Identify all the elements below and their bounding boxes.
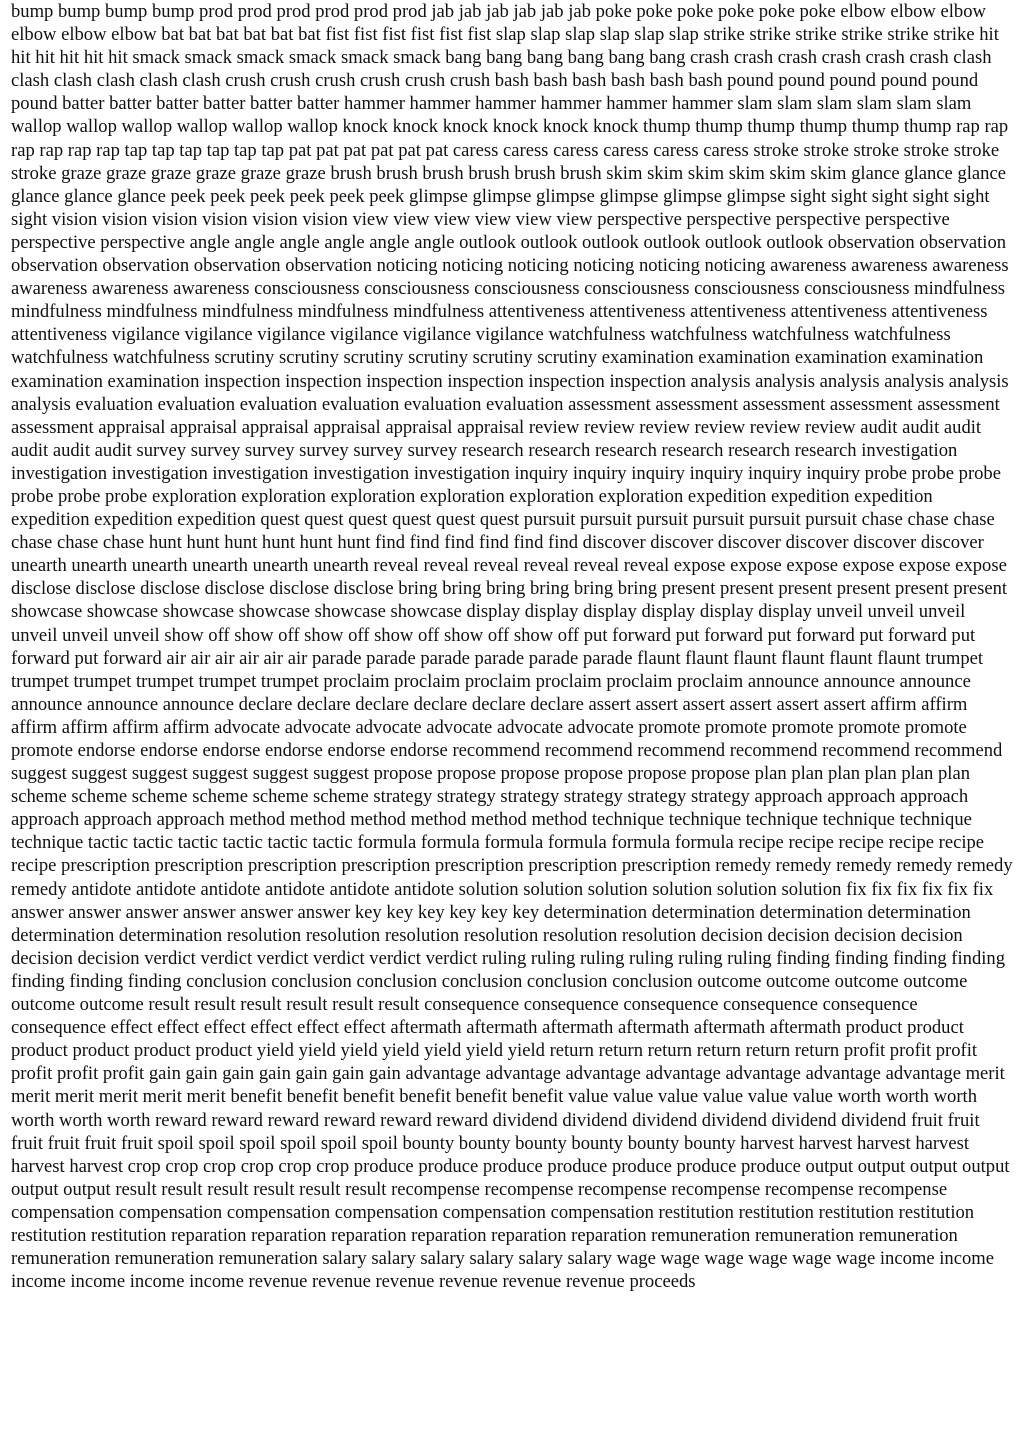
body-text: bump bump bump bump prod prod prod prod prod prod jab jab jab jab jab jab poke poke poke poke poke poke elbow elbow elbow elbow elbow elbow bat bat bat bat bat bat fist fist fist fist fist fist slap slap slap slap slap slap strike strike strike strike strike strike hit hit hit hit hit hit smack smack smack smack smack smack bang bang bang bang bang bang crash crash crash crash crash crash clash clash clash clash clash clash crush crush crush crush crush crush bash bash bash bash bash bash pound pound pound pound pound pound batter batter batter batter batter batter hammer hammer hammer hammer hammer hammer slam slam slam slam slam slam wallop wallop wallop wallop wallop wallop knock knock knock knock knock knock thump thump thump thump thump thump rap rap rap rap rap rap tap tap tap tap tap tap pat pat pat pat pat pat caress caress caress caress caress caress stroke stroke stroke stroke stroke stroke graze graze graze graze graze graze brush brush brush brush brush brush skim skim skim skim skim skim glance glance glance glance glance glance peek peek peek peek peek peek glimpse glimpse glimpse glimpse glimpse glimpse sight sight sight sight sight sight vision vision vision vision vision vision view view view view view view perspective perspective perspective perspective perspective perspective angle angle angle angle angle angle outlook outlook outlook outlook outlook outlook observation observation observation observation observation observation noticing noticing noticing noticing noticing noticing awareness awareness awareness awareness awareness awareness consciousness consciousness consciousness consciousness consciousness consciousness mindfulness mindfulness mindfulness mindfulness mindfulness mindfulness attentiveness attentiveness attentiveness attentiveness attentiveness attentiveness vigilance vigilance vigilance vigilance vigilance vigilance watchfulness watchfulness watchfulness watchfulness watchfulness watchfulness scrutiny scrutiny scrutiny scrutiny scrutiny scrutiny examination examination examination examination examination examination inspection inspection inspection inspection inspection inspection analysis analysis analysis analysis analysis analysis evaluation evaluation evaluation evaluation evaluation evaluation assessment assessment assessment assessment assessment assessment appraisal appraisal appraisal appraisal appraisal appraisal review review review review review review audit audit audit audit audit audit survey survey survey survey survey survey research research research research research research investigation investigation investigation investigation investigation investigation inquiry inquiry inquiry inquiry inquiry inquiry probe probe probe probe probe probe exploration exploration exploration exploration exploration exploration expedition expedition expedition expedition expedition expedition quest quest quest quest quest quest pursuit pursuit pursuit pursuit pursuit pursuit chase chase chase chase chase chase hunt hunt hunt hunt hunt hunt find find find find find find discover discover discover discover discover discover unearth unearth unearth unearth unearth unearth reveal reveal reveal reveal reveal reveal expose expose expose expose expose expose disclose disclose disclose disclose disclose disclose bring bring bring bring bring bring present present present present present present showcase showcase showcase showcase showcase showcase display display display display display display unveil unveil unveil unveil unveil unveil show off show off show off show off show off show off put forward put forward put forward put forward put forward put forward air air air air air air parade parade parade parade parade parade flaunt flaunt flaunt flaunt flaunt flaunt trumpet trumpet trumpet trumpet trumpet trumpet proclaim proclaim proclaim proclaim proclaim proclaim announce announce announce announce announce announce declare declare declare declare declare declare assert assert assert assert assert assert affirm affirm affirm affirm affirm affirm advocate advocate advocate advocate advocate advocate promote promote promote promote promote promote endorse endorse endorse endorse endorse endorse recommend recommend recommend recommend recommend recommend suggest suggest suggest suggest suggest suggest propose propose propose propose propose propose plan plan plan plan plan plan scheme scheme scheme scheme scheme scheme strategy strategy strategy strategy strategy strategy approach approach approach approach approach approach method method method method method method technique technique technique technique technique technique tactic tactic tactic tactic tactic tactic formula formula formula formula formula formula recipe recipe recipe recipe recipe recipe prescription prescription prescription prescription prescription prescription prescription remedy remedy remedy remedy remedy remedy antidote antidote antidote antidote antidote antidote solution solution solution solution solution solution fix fix fix fix fix fix answer answer answer answer answer answer key key key key key key determination determination determination determination determination determination resolution resolution resolution resolution resolution resolution decision decision decision decision decision decision verdict verdict verdict verdict verdict verdict ruling ruling ruling ruling ruling ruling finding finding finding finding finding finding finding conclusion conclusion conclusion conclusion conclusion conclusion outcome outcome outcome outcome outcome outcome result result result result result result consequence consequence consequence consequence consequence consequence effect effect effect effect effect effect aftermath aftermath aftermath aftermath aftermath aftermath product product product product product product yield yield yield yield yield yield yield return return return return return return profit profit profit profit profit profit gain gain gain gain gain gain gain advantage advantage advantage advantage advantage advantage advantage merit merit merit merit merit merit benefit benefit benefit benefit benefit benefit value value value value value value worth worth worth worth worth worth reward reward reward reward reward reward dividend dividend dividend dividend dividend dividend fruit fruit fruit fruit fruit fruit spoil spoil spoil spoil spoil spoil bounty bounty bounty bounty bounty bounty harvest harvest harvest harvest harvest harvest crop crop crop crop crop crop produce produce produce produce produce produce produce output output output output output output result result result result result result recompense recompense recompense recompense recompense recompense compensation compensation compensation compensation compensation compensation restitution restitution restitution restitution restitution restitution reparation reparation reparation reparation reparation reparation remuneration remuneration remuneration remuneration remuneration remuneration salary salary salary salary salary salary wage wage wage wage wage wage income income income income income income revenue revenue revenue revenue revenue revenue proceeds <box>11 1 1013 1293</box>
